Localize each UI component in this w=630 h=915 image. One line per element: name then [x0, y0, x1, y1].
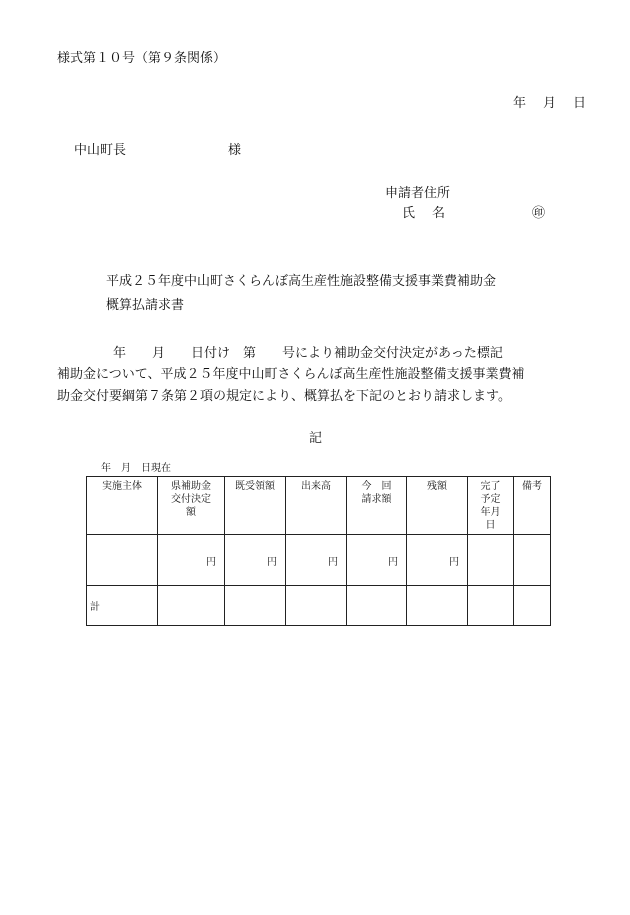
cell-remarks — [514, 535, 551, 586]
applicant-name-label: 氏 名 — [402, 206, 448, 221]
cell-total-current-claim — [347, 586, 407, 626]
body-text-line3: 助金交付要綱第７条第２項の規定により、概算払を下記のとおり請求します。 — [57, 389, 511, 404]
recipient-name: 中山町長 — [74, 143, 127, 158]
cell-remaining: 円 — [407, 535, 468, 586]
as-of-date-label: 年 月 日現在 — [101, 463, 171, 474]
cell-total-completed-value — [286, 586, 347, 626]
header-received: 既受領額 — [225, 477, 286, 535]
cell-total-pref-subsidy — [158, 586, 225, 626]
header-remarks: 備考 — [514, 477, 551, 535]
header-completion-date: 完了 予定 年月 日 — [468, 477, 514, 535]
header-implementer: 実施主体 — [87, 477, 158, 535]
cell-completion-date — [468, 535, 514, 586]
cell-implementer — [87, 535, 158, 586]
body-text-line2: 補助金について、平成２５年度中山町さくらんぼ高生産性施設整備支援事業費補 — [57, 367, 525, 382]
cell-completed-value: 円 — [286, 535, 347, 586]
form-number: 様式第１０号（第９条関係） — [57, 51, 227, 66]
recipient-honorific: 様 — [228, 143, 242, 158]
cell-total-received — [225, 586, 286, 626]
table-total-row — [87, 586, 551, 626]
note-heading: 記 — [309, 431, 323, 446]
date-line: 年 月 日 — [513, 96, 589, 111]
table-header-row — [87, 477, 551, 535]
applicant-address-label: 申請者住所 — [385, 186, 451, 201]
document-title-line2: 概算払請求書 — [106, 298, 185, 313]
claim-table — [86, 476, 551, 626]
cell-received: 円 — [225, 535, 286, 586]
cell-total-remarks — [514, 586, 551, 626]
header-pref-subsidy: 県補助金 交付決定 額 — [158, 477, 225, 535]
header-completed-value: 出来高 — [286, 477, 347, 535]
cell-current-claim: 円 — [347, 535, 407, 586]
seal-mark: ㊞ — [532, 206, 546, 221]
body-text-line1: 年 月 日付け 第 号により補助金交付決定があった標記 — [61, 346, 503, 361]
cell-pref-subsidy: 円 — [158, 535, 225, 586]
cell-total-label: 計 — [87, 586, 158, 626]
table-row — [87, 535, 551, 586]
header-current-claim: 今 回 請求額 — [347, 477, 407, 535]
header-remaining: 残額 — [407, 477, 468, 535]
cell-total-completion-date — [468, 586, 514, 626]
document-title-line1: 平成２５年度中山町さくらんぼ高生産性施設整備支援事業費補助金 — [106, 274, 497, 289]
cell-total-remaining — [407, 586, 468, 626]
